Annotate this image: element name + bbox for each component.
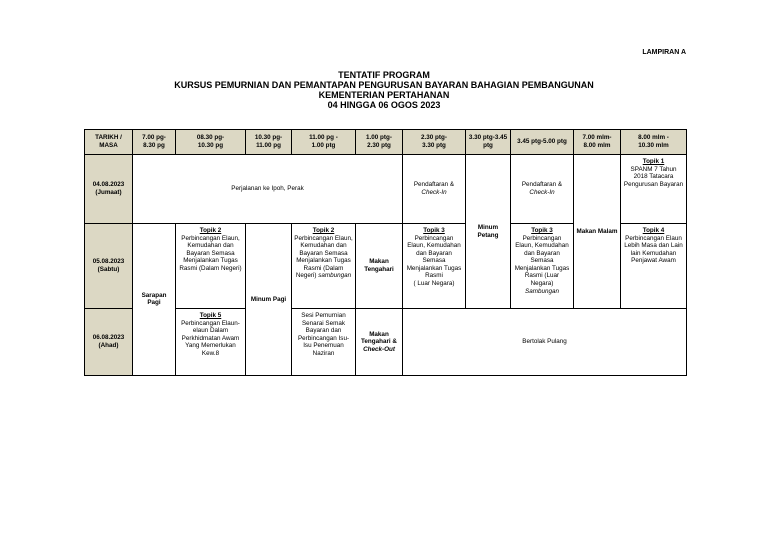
header-time-6: 2.30 ptg- 3.30 ptg (403, 130, 466, 155)
annex-label: LAMPIRAN A (642, 49, 686, 56)
title-line-4: 04 HINGGA 06 OGOS 2023 (327, 100, 441, 110)
table-row (85, 155, 687, 224)
lunch-checkout-cell: Makan Tengahari & Check-Out (356, 309, 403, 376)
afternoon-tea-cell: Minum Petang (466, 155, 511, 309)
title-line-2: KURSUS PEMURNIAN DAN PEMANTAPAN PENGURUSAN BAYARAN BAHAGIAN PEMBANGUNAN (174, 80, 594, 90)
header-time-3: 10.30 pg- 11.00 pg (246, 130, 292, 155)
topic-4-cell: Topik 4 Perbincangan Elaun Lebih Masa dan Lain lain Kemudahan Penjawat Awam (621, 223, 687, 308)
registration-cell: Pendaftaran & Check-In (403, 155, 466, 224)
header-row (85, 130, 687, 155)
document-title (0, 70, 768, 110)
title-line-1: TENTATIF PROGRAM (338, 70, 430, 80)
header-time-2: 08.30 pg- 10.30 pg (176, 130, 246, 155)
header-date: TARIKH / MASA (85, 130, 133, 155)
header-time-4: 11.00 pg - 1.00 ptg (292, 130, 356, 155)
topic-2-continued-cell: Topik 2 Perbincangan Elaun, Kemudahan dan Bayaran Semasa Menjalankan Tugas Rasmi (Dalam Negeri) sambungan (292, 223, 356, 308)
dinner-cell: Makan Malam (574, 155, 621, 309)
header-time-1: 7.00 pg- 8.30 pg (133, 130, 176, 155)
topic-3-cell: Topik 3 Perbincangan Elaun, Kemudahan dan Bayaran Semasa Menjalankan Tugas Rasmi ( Luar Negara) (403, 223, 466, 308)
travel-cell: Perjalanan ke Ipoh, Perak (133, 155, 403, 224)
date-cell: 05.08.2023 (Sabtu) (85, 223, 133, 308)
return-cell: Bertolak Pulang (403, 309, 687, 376)
morning-tea-cell: Minum Pagi (246, 223, 292, 375)
review-session-cell: Sesi Pemurnian Senarai Semak Bayaran dan Perbincangan Isu-Isu Penemuan Naziran (292, 309, 356, 376)
date-cell: 06.08.2023 (Ahad) (85, 309, 133, 376)
title-line-3: KEMENTERIAN PERTAHANAN (318, 90, 450, 100)
schedule-table (84, 129, 687, 376)
header-time-8: 3.45 ptg-5.00 ptg (511, 130, 574, 155)
table-row (85, 309, 687, 376)
topic-3-continued-cell: Topik 3 Perbincangan Elaun, Kemudahan dan Bayaran Semasa Menjalankan Tugas Rasmi (Luar Negara) Sambungan (511, 223, 574, 308)
header-time-10: 8.00 mlm - 10.30 mlm (621, 130, 687, 155)
breakfast-cell: Sarapan Pagi (133, 223, 176, 375)
lunch-cell: Makan Tengahari (356, 223, 403, 308)
topic-2-cell: Topik 2 Perbincangan Elaun, Kemudahan dan Bayaran Semasa Menjalankan Tugas Rasmi (Dalam Negeri) (176, 223, 246, 308)
topic-5-cell: Topik 5 Perbincangan Elaun-elaun Dalam Perkhidmatan Awam Yang Memerlukan Kew.8 (176, 309, 246, 376)
header-time-9: 7.00 mlm- 8.00 mlm (574, 130, 621, 155)
header-time-5: 1.00 ptg- 2.30 ptg (356, 130, 403, 155)
header-time-7: 3.30 ptg-3.45 ptg (466, 130, 511, 155)
date-cell: 04.08.2023 (Jumaat) (85, 155, 133, 224)
registration-cell-2: Pendaftaran & Check-In (511, 155, 574, 224)
topic-1-cell: Topik 1 SPANM 7 Tahun 2018 Tatacara Pengurusan Bayaran (621, 155, 687, 224)
